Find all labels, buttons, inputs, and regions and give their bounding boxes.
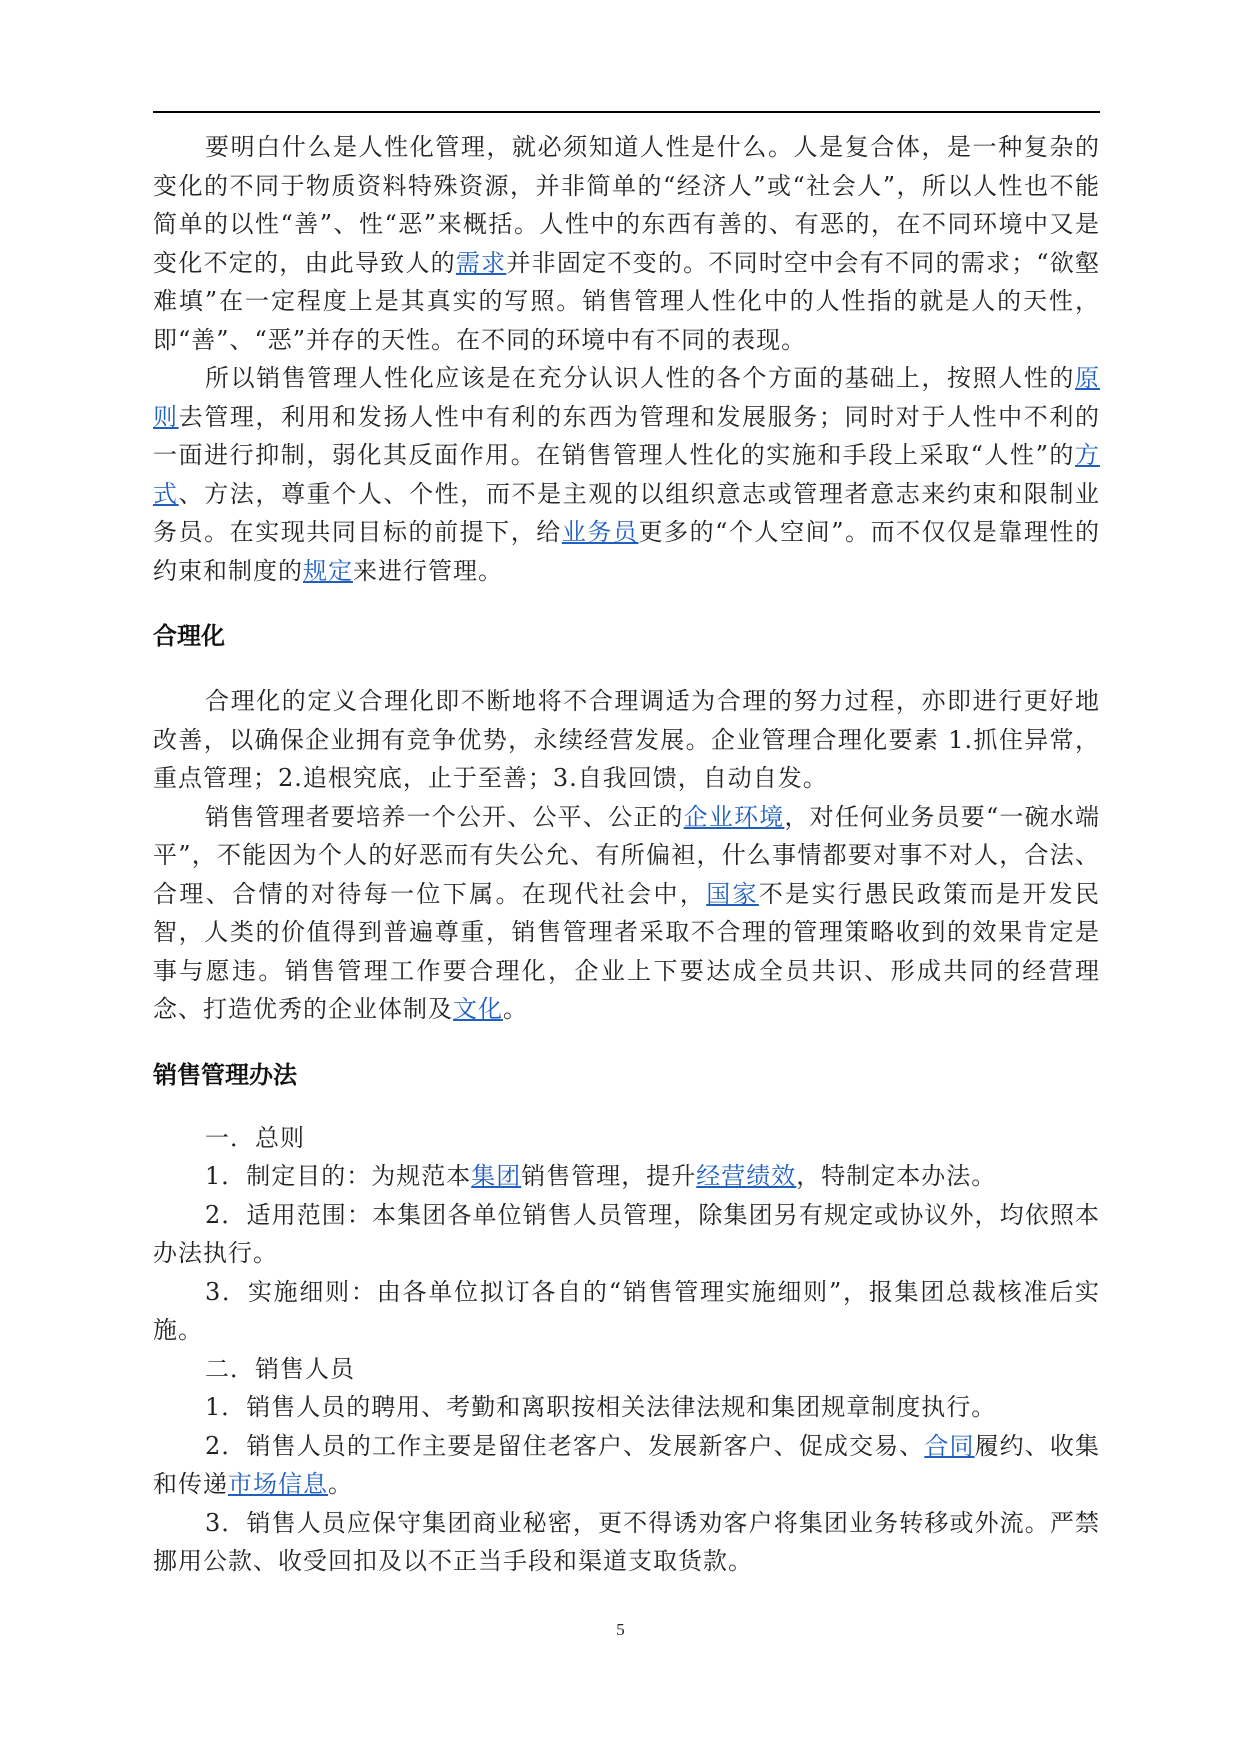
text-run: 不是实行愚民政策而是开发民智，人类的价值得到普遍尊重，销售管理者采取不合理的管理策略收到的效果肯定是事与愿违。销售管理工作要合理化，企业上下要达成全员共识、形成共同的经营理念、打造优秀的企业体制及 [153,879,1101,1023]
text-run: 更多的“个人空间”。而不仅仅是靠理性的约束和制度的 [153,518,1101,585]
text-run: 去管理，利用和发扬人性中有利的东西为管理和发展服务；同时对于人性中不利的一面进行抑制，弱化其反面作用。在销售管理人性化的实施和手段上采取“人性”的 [153,402,1101,469]
paragraph [153,359,1100,590]
text-run: 1．销售人员的聘用、考勤和离职按相关法律法规和集团规章制度执行。 [205,1393,997,1421]
paragraph [153,128,1100,359]
paragraph [153,1273,1100,1350]
page-number: 5 [616,1620,625,1639]
hyperlink[interactable]: 文化 [453,995,503,1023]
hyperlink[interactable]: 原则 [153,364,1100,431]
hyperlink[interactable]: 规定 [303,556,353,585]
text-run: ，对任何业务员要“一碗水端平”，不能因为个人的好恶而有失公允、有所偏袒，什么事情都要对事不对人，合法、合理、合情的对待每一位下属。在现代社会中， [153,802,1101,908]
text-run: 2．销售人员的工作主要是留住老客户、发展新客户、促成交易、 [205,1431,925,1460]
text-run: 3．销售人员应保守集团商业秘密，更不得诱劝客户将集团业务转移或外流。严禁挪用公款、收受回扣及以不正当手段和渠道支取货款。 [153,1508,1100,1575]
hyperlink[interactable]: 合同 [924,1431,975,1460]
text-run: 二．销售人员 [205,1354,355,1383]
hyperlink[interactable]: 经营绩效 [696,1162,797,1190]
text-run: 并非固定不变的。不同时空中会有不同的需求；“欲壑难填”在一定程度上是其真实的写照。销售管理人性化中的人性指的就是人的天性，即“善”、“恶”并存的天性。在不同的环境中有不同的表现。 [153,248,1100,354]
text-run: 。 [503,995,528,1023]
text-run: 要明白什么是人性化管理，就必须知道人性是什么。人是复合体，是一种复杂的变化的不同于物质资料特殊资源，并非简单的“经济人”或“社会人”，所以人性也不能简单的以性“善”、性“恶”来概括。人性中的东西有善的、有恶的，在不同环境中又是变化不定的，由此导致人的 [153,133,1100,277]
text-run: 履约、收集和传递 [153,1431,1101,1498]
hyperlink[interactable]: 需求 [455,248,507,277]
text-run: 、方法，尊重个人、个性，而不是主观的以组织意志或管理者意志来约束和限制业务员。在实现共同目标的前提下，给 [153,479,1101,546]
hyperlink[interactable]: 企业环境 [683,802,785,831]
text-run: 销售管理，提升 [521,1162,697,1190]
hyperlink[interactable]: 业务员 [561,518,639,546]
section-heading: 销售管理办法 [153,1060,297,1089]
paragraph [153,1504,1100,1581]
text-run: 2．适用范围：本集团各单位销售人员管理，除集团另有规定或协议外，均依照本办法执行。 [153,1200,1100,1267]
section-heading: 合理化 [153,622,225,650]
paragraph [153,682,1100,798]
hyperlink[interactable]: 国家 [706,879,759,908]
text-run: 1．制定目的：为规范本 [205,1162,472,1190]
text-run: ，特制定本办法。 [796,1162,997,1190]
hyperlink[interactable]: 市场信息 [228,1470,328,1498]
paragraph [153,1388,1100,1427]
text-run: 3．实施细则：由各单位拟订各自的“销售管理实施细则”，报集团总裁核准后实施。 [153,1277,1100,1344]
paragraph [153,1350,1100,1389]
text-run: 。 [328,1470,353,1498]
text-run: 所以销售管理人性化应该是在充分认识人性的各个方面的基础上，按照人性的 [205,364,1075,392]
paragraph [153,1196,1100,1273]
header-rule [153,111,1100,113]
text-run: 来进行管理。 [353,556,503,585]
text-run: 合理化的定义合理化即不断地将不合理调适为合理的努力过程，亦即进行更好地改善，以确保企业拥有竞争优势，永续经营发展。企业管理合理化要素 1.抓住异常，重点管理；2.追根究底，止于至善；3.自我回馈，自动自发。 [153,687,1100,792]
paragraph [153,1119,1100,1158]
text-run: 一．总则 [205,1123,305,1152]
paragraph [153,1427,1100,1504]
hyperlink[interactable]: 集团 [471,1162,522,1190]
paragraph [153,798,1100,1029]
hyperlink[interactable]: 方式 [153,441,1100,508]
text-run: 销售管理者要培养一个公开、公平、公正的 [205,802,684,831]
paragraph [153,1157,1100,1196]
document-body [153,128,1100,1581]
